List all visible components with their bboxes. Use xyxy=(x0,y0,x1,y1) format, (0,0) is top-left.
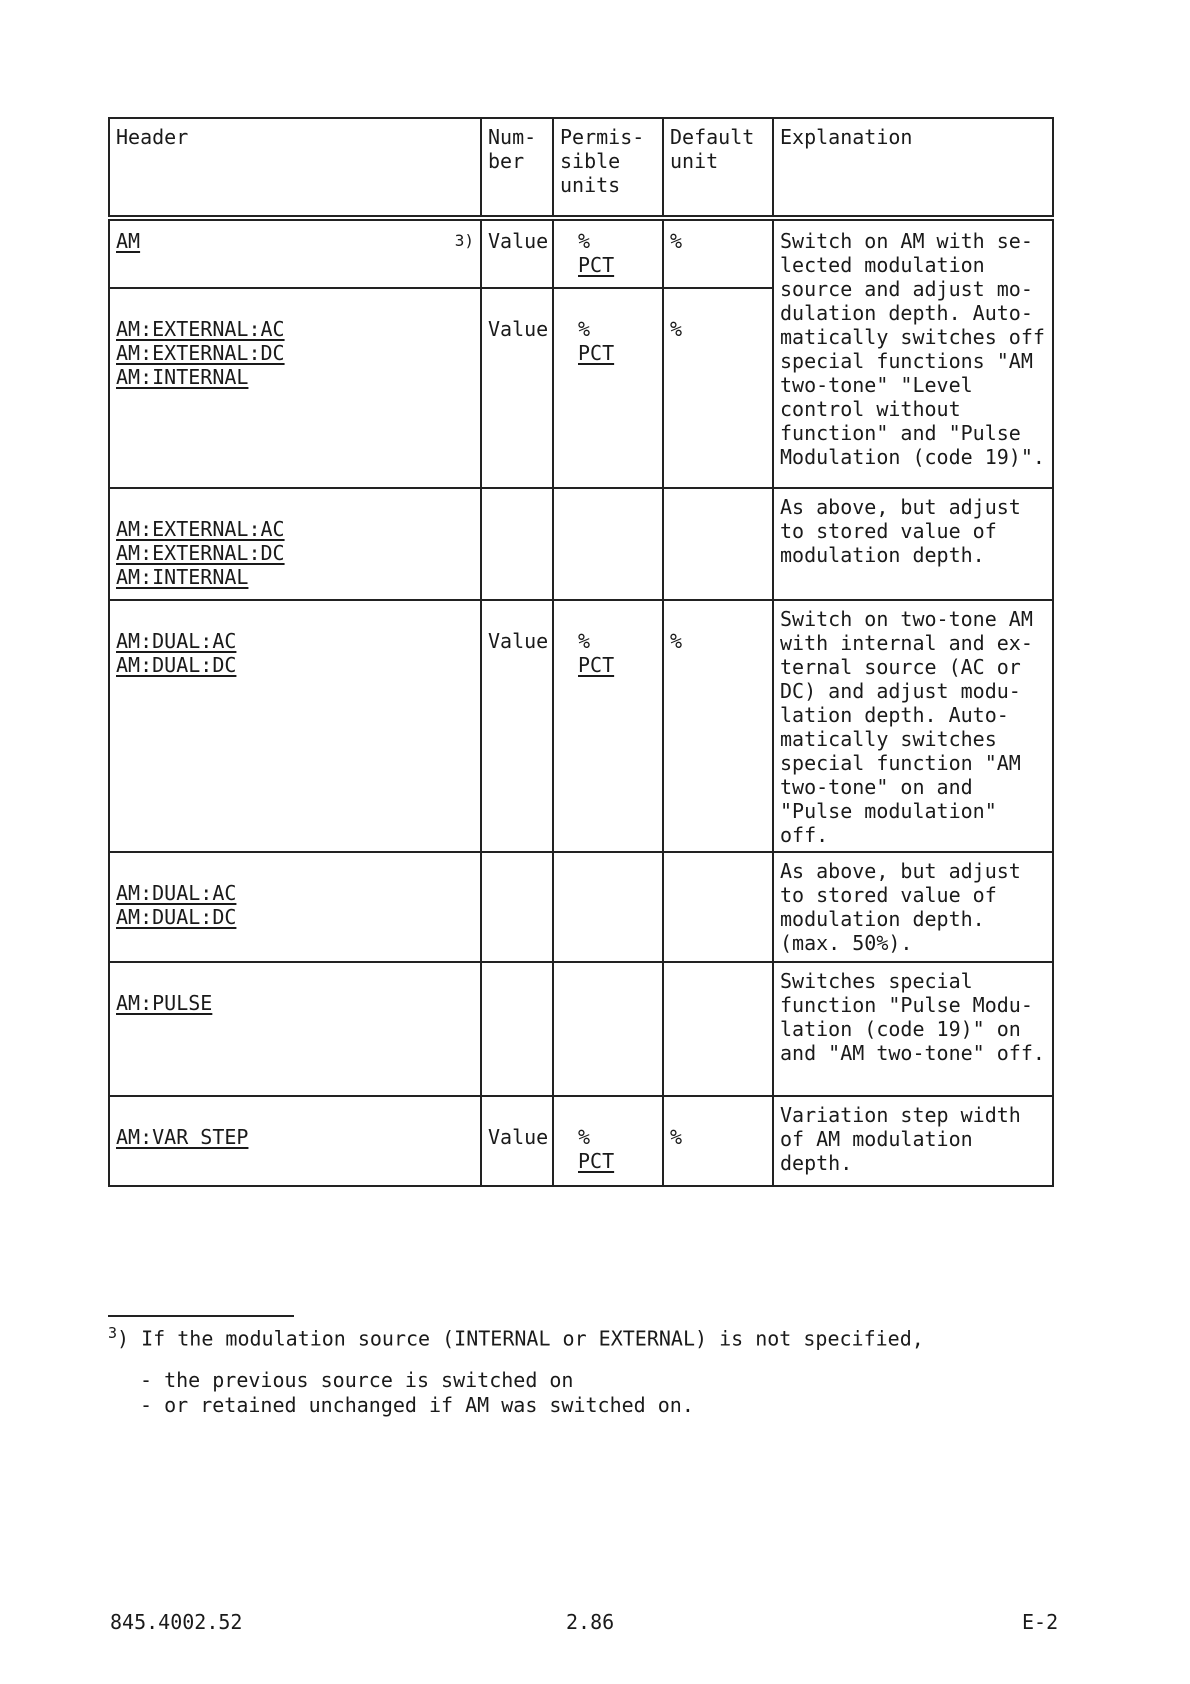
table-header-row xyxy=(109,118,1053,218)
default-cell xyxy=(663,1096,773,1186)
command-header: AM:EXTERNAL:AC xyxy=(116,517,285,541)
header-cell xyxy=(109,218,481,288)
header-cell xyxy=(109,1096,481,1186)
unit-value: % xyxy=(578,629,591,653)
unit-value: PCT xyxy=(578,653,615,677)
command-header: AM:VAR_STEP xyxy=(116,1125,249,1149)
command-table xyxy=(108,117,1054,1187)
footnote xyxy=(108,1320,1008,1352)
command-header: AM:EXTERNAL:DC xyxy=(116,541,285,565)
command-header: AM:DUAL:AC xyxy=(116,629,237,653)
explanation-cell xyxy=(773,852,1053,962)
doc-number: 845.4002.52 xyxy=(110,1610,243,1634)
section-label: E-2 xyxy=(1022,1610,1059,1634)
number-cell xyxy=(481,962,553,1096)
command-header: AM:EXTERNAL:DC xyxy=(116,341,285,365)
header-cell xyxy=(109,600,481,852)
command-header: AM:EXTERNAL:AC xyxy=(116,317,285,341)
number-cell xyxy=(481,852,553,962)
default-cell xyxy=(663,218,773,288)
default-unit: % xyxy=(670,629,683,653)
col-header-header: Header xyxy=(109,118,481,218)
footnote-bullets xyxy=(140,1368,694,1418)
header-cell xyxy=(109,962,481,1096)
default-unit: % xyxy=(670,1125,683,1149)
units-cell xyxy=(553,218,663,288)
footnote-marker: 3 xyxy=(108,1324,118,1342)
explanation-text: Switch on two-tone AM with internal and ex- ternal source (AC or DC) and adjust modu- lation depth. Auto- matically switches special function "AM two-tone" on and "Pulse modulation" off. xyxy=(780,607,1033,847)
explanation-cell xyxy=(773,600,1053,852)
default-cell xyxy=(663,288,773,488)
header-cell xyxy=(109,488,481,600)
unit-value: PCT xyxy=(578,1149,615,1173)
command-header: AM:INTERNAL xyxy=(116,365,249,389)
footnote-separator xyxy=(108,1315,294,1317)
explanation-cell xyxy=(773,962,1053,1096)
table-row xyxy=(109,1096,1053,1186)
units-cell xyxy=(553,852,663,962)
header-cell xyxy=(109,852,481,962)
number-value: Value xyxy=(488,229,549,253)
number-value: Value xyxy=(488,317,549,341)
explanation-text: Switch on AM with se- lected modulation source and adjust mo- dulation depth. Auto- matically switches off special functions "AM two-tone" "Level control without function" and "Pulse Modulation (code 19)". xyxy=(780,229,1045,469)
default-cell xyxy=(663,852,773,962)
default-unit: % xyxy=(670,229,683,253)
explanation-text: As above, but adjust to stored value of modulation depth. xyxy=(780,495,1021,567)
number-cell xyxy=(481,288,553,488)
command-header: AM:DUAL:DC xyxy=(116,653,237,677)
unit-value: % xyxy=(578,229,591,253)
table-row xyxy=(109,962,1053,1096)
command-header: AM:DUAL:DC xyxy=(116,905,237,929)
number-cell xyxy=(481,600,553,852)
explanation-cell xyxy=(773,218,1053,488)
default-cell xyxy=(663,600,773,852)
footnote-ref: 3) xyxy=(454,231,474,250)
command-header: AM xyxy=(116,229,141,253)
units-cell xyxy=(553,600,663,852)
units-cell xyxy=(553,1096,663,1186)
units-cell xyxy=(553,962,663,1096)
number-cell xyxy=(481,488,553,600)
explanation-text: Switches special function "Pulse Modu- lation (code 19)" on and "AM two-tone" off. xyxy=(780,969,1045,1065)
explanation-cell xyxy=(773,1096,1053,1186)
footnote-bullet: - or retained unchanged if AM was switched on. xyxy=(140,1393,694,1417)
table-row xyxy=(109,218,1053,288)
command-header: AM:PULSE xyxy=(116,991,213,1015)
command-header: AM:INTERNAL xyxy=(116,565,249,589)
unit-value: % xyxy=(578,1125,591,1149)
footnote-text: ) If the modulation source (INTERNAL or EXTERNAL) is not specified, xyxy=(117,1326,924,1351)
default-unit: % xyxy=(670,317,683,341)
explanation-text: As above, but adjust to stored value of modulation depth. (max. 50%). xyxy=(780,859,1021,955)
explanation-text: Variation step width of AM modulation depth. xyxy=(780,1103,1021,1175)
number-value: Value xyxy=(488,1125,549,1149)
number-cell xyxy=(481,218,553,288)
col-header-default: Default unit xyxy=(663,118,773,218)
command-header: AM:DUAL:AC xyxy=(116,881,237,905)
unit-value: PCT xyxy=(578,341,615,365)
units-cell xyxy=(553,488,663,600)
col-header-number: Num- ber xyxy=(481,118,553,218)
default-cell xyxy=(663,488,773,600)
number-value: Value xyxy=(488,629,549,653)
explanation-cell xyxy=(773,488,1053,600)
unit-value: PCT xyxy=(578,253,615,277)
col-header-explanation: Explanation xyxy=(773,118,1053,218)
number-cell xyxy=(481,1096,553,1186)
unit-value: % xyxy=(578,317,591,341)
page-number: 2.86 xyxy=(566,1610,615,1634)
units-cell xyxy=(553,288,663,488)
footnote-bullet: - the previous source is switched on xyxy=(140,1368,574,1392)
header-cell xyxy=(109,288,481,488)
table-row xyxy=(109,852,1053,962)
default-cell xyxy=(663,962,773,1096)
table-row xyxy=(109,600,1053,852)
table-row xyxy=(109,488,1053,600)
col-header-units: Permis- sible units xyxy=(553,118,663,218)
